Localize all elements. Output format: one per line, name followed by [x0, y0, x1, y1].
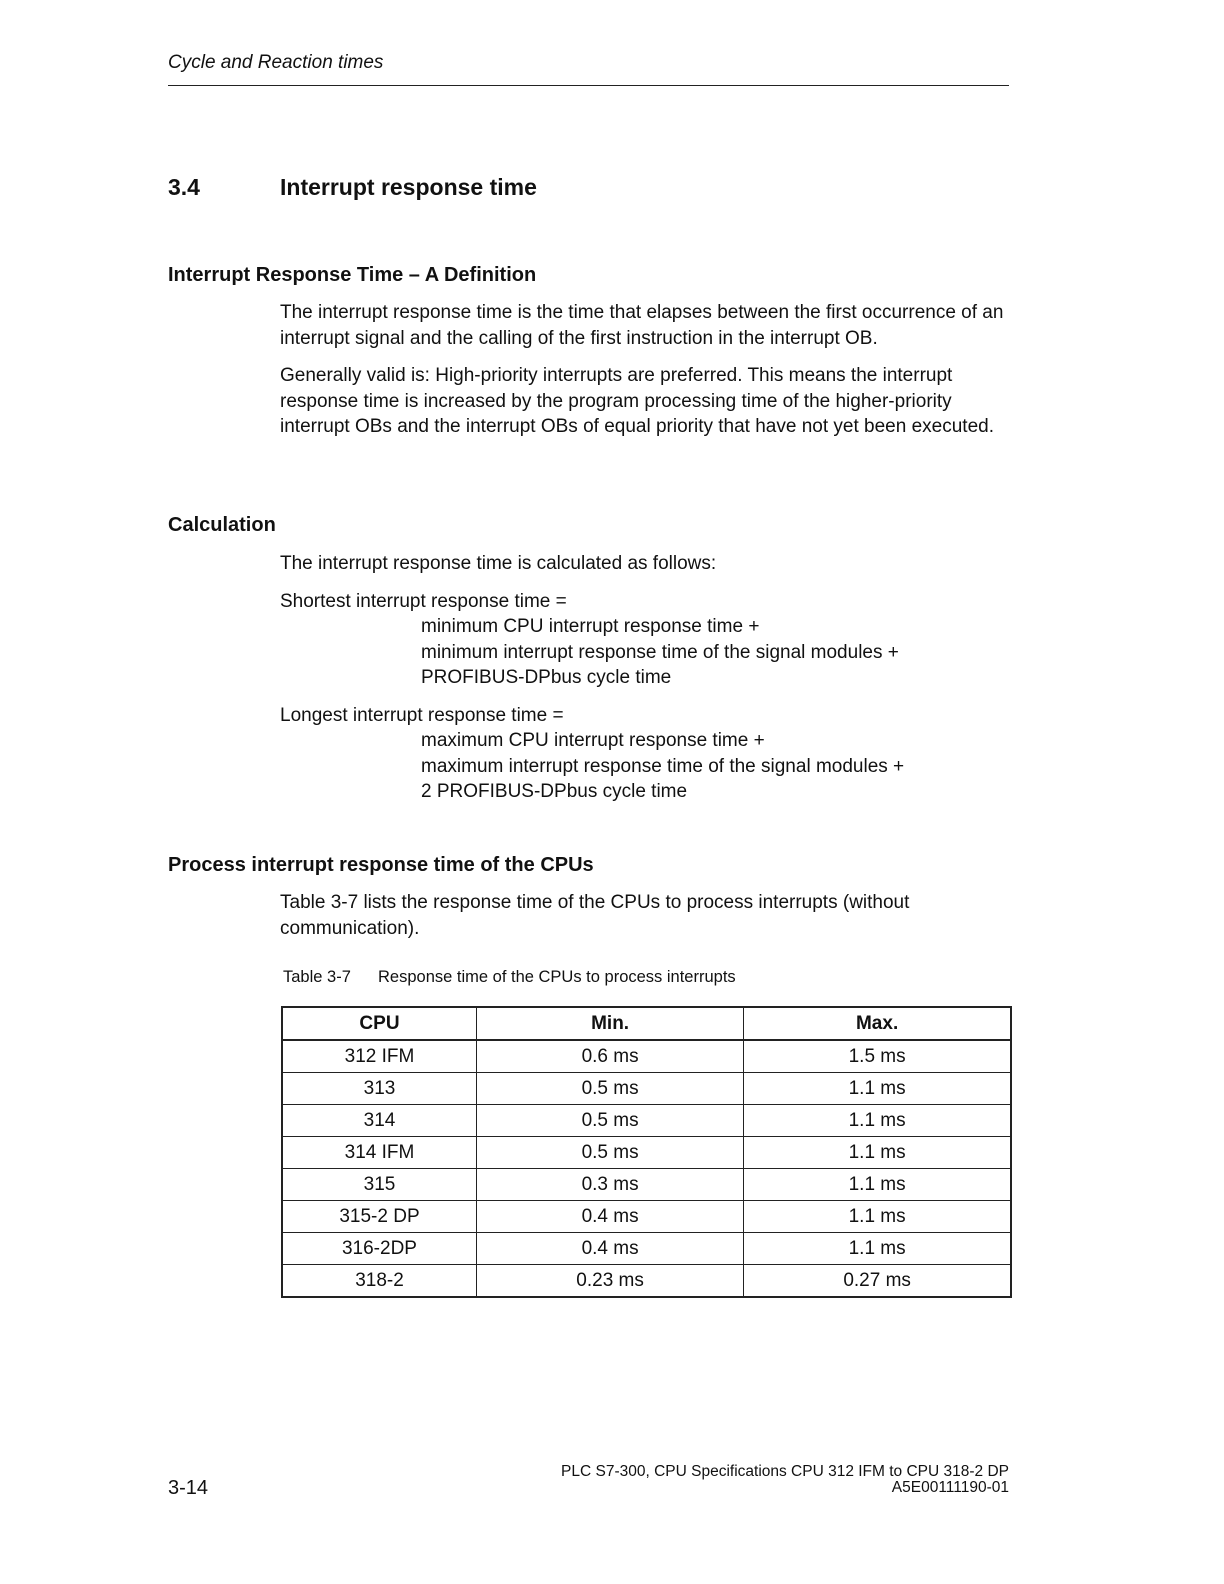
cell-cpu: 314 — [282, 1105, 476, 1137]
table-row — [282, 1105, 1011, 1137]
cell-max: 1.1 ms — [744, 1201, 1011, 1233]
cell-cpu: 315-2 DP — [282, 1201, 476, 1233]
header-rule — [168, 85, 1009, 86]
table-caption-text: Response time of the CPUs to process interrupts — [378, 968, 736, 986]
cell-max: 1.1 ms — [744, 1073, 1011, 1105]
cell-cpu: 314 IFM — [282, 1137, 476, 1169]
cell-max: 1.1 ms — [744, 1169, 1011, 1201]
cell-cpu: 316-2DP — [282, 1233, 476, 1265]
definition-para-2: Generally valid is: High-priority interrupts are preferred. This means the interrupt response time is increased by the program processing time of the higher-priority interrupt OBs and the interrupt OBs of equal priority that have not yet been executed. — [280, 365, 994, 437]
shortest-label: Shortest interrupt response time = — [280, 590, 567, 612]
table-caption-label: Table 3-7 — [283, 968, 351, 986]
calculation-body — [280, 551, 1015, 805]
cell-max: 1.1 ms — [744, 1137, 1011, 1169]
cell-cpu: 313 — [282, 1073, 476, 1105]
cell-cpu: 318-2 — [282, 1265, 476, 1298]
cell-min: 0.4 ms — [476, 1233, 743, 1265]
cell-cpu: 315 — [282, 1169, 476, 1201]
cell-min: 0.5 ms — [476, 1137, 743, 1169]
process-heading: Process interrupt response time of the CPUs — [168, 854, 594, 876]
definition-body — [280, 300, 1015, 440]
longest-label: Longest interrupt response time = — [280, 704, 564, 726]
process-intro: Table 3-7 lists the response time of the CPUs to process interrupts (without communication). — [280, 892, 910, 939]
table-caption — [283, 968, 736, 987]
cell-min: 0.3 ms — [476, 1169, 743, 1201]
cpu-response-table — [281, 1006, 1012, 1298]
table-row — [282, 1040, 1011, 1073]
table-row — [282, 1073, 1011, 1105]
column-header-min: Min. — [476, 1007, 743, 1040]
section-title: Interrupt response time — [280, 174, 537, 200]
cell-max: 1.1 ms — [744, 1233, 1011, 1265]
shortest-term: minimum interrupt response time of the signal modules + — [421, 641, 899, 663]
table-row — [282, 1137, 1011, 1169]
cell-max: 0.27 ms — [744, 1265, 1011, 1298]
cell-max: 1.1 ms — [744, 1105, 1011, 1137]
table-row — [282, 1265, 1011, 1298]
footer-doc-info — [561, 1464, 1009, 1496]
footer-doc-title: PLC S7-300, CPU Specifications CPU 312 IFM to CPU 318-2 DP — [561, 1463, 1009, 1480]
longest-term: maximum CPU interrupt response time + — [421, 730, 765, 751]
column-header-max: Max. — [744, 1007, 1011, 1040]
definition-para-1: The interrupt response time is the time that elapses between the first occurrence of an interrupt signal and the calling of the first instruction in the interrupt OB. — [280, 302, 1004, 349]
table-header-row — [282, 1007, 1011, 1040]
page-number: 3-14 — [168, 1477, 209, 1499]
longest-term: 2 PROFIBUS-DPbus cycle time — [421, 781, 688, 802]
longest-term: maximum interrupt response time of the signal modules + — [421, 755, 905, 777]
cell-min: 0.4 ms — [476, 1201, 743, 1233]
table-row — [282, 1169, 1011, 1201]
cell-min: 0.5 ms — [476, 1073, 743, 1105]
shortest-term: minimum CPU interrupt response time + — [421, 616, 760, 637]
definition-heading: Interrupt Response Time – A Definition — [168, 264, 537, 286]
cell-min: 0.5 ms — [476, 1105, 743, 1137]
cell-min: 0.23 ms — [476, 1265, 743, 1298]
running-header: Cycle and Reaction times — [168, 52, 384, 73]
cell-min: 0.6 ms — [476, 1040, 743, 1073]
section-number: 3.4 — [168, 174, 200, 200]
cell-max: 1.5 ms — [744, 1040, 1011, 1073]
calculation-intro: The interrupt response time is calculated as follows: — [280, 553, 717, 574]
shortest-term: PROFIBUS-DPbus cycle time — [421, 667, 672, 688]
table-row — [282, 1201, 1011, 1233]
column-header-cpu: CPU — [282, 1007, 476, 1040]
cell-cpu: 312 IFM — [282, 1040, 476, 1073]
table-row — [282, 1233, 1011, 1265]
process-body — [280, 890, 1015, 941]
calculation-heading: Calculation — [168, 514, 276, 536]
footer-doc-id: A5E00111190-01 — [891, 1479, 1009, 1496]
